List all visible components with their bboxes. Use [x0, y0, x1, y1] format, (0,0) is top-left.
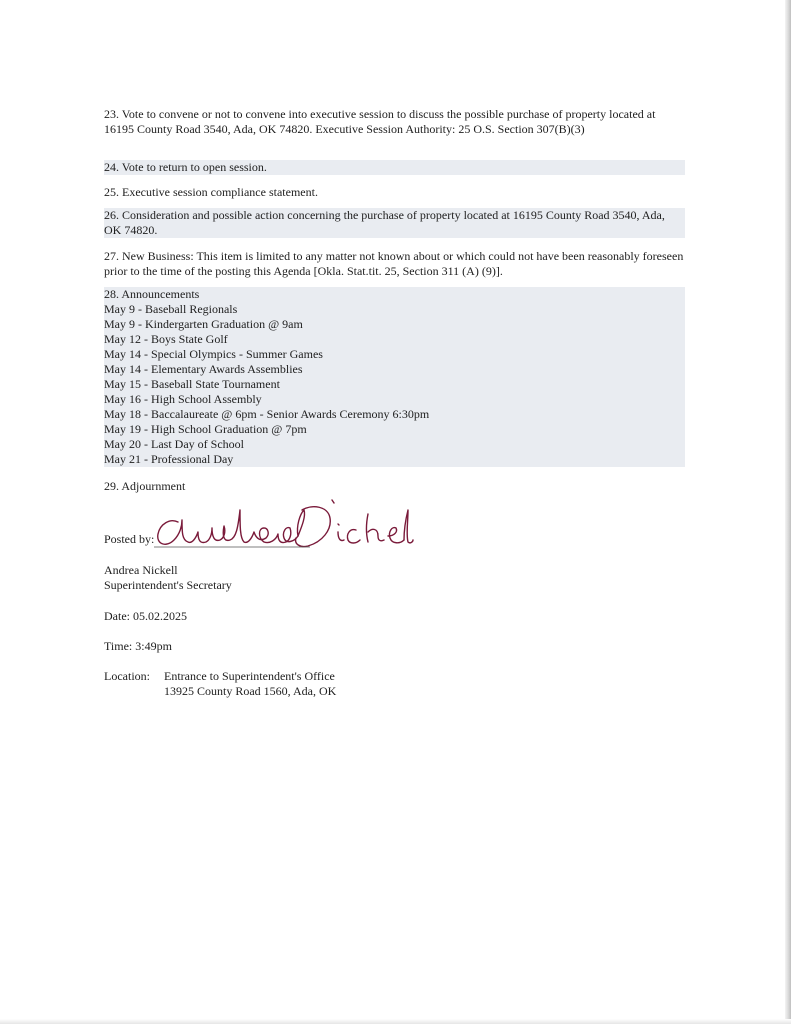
posting-date: Date: 05.02.2025 — [104, 609, 187, 623]
agenda-item-28-announcements — [104, 287, 685, 467]
announcement-item: May 16 - High School Assembly — [104, 392, 262, 406]
announcement-item: May 12 - Boys State Golf — [104, 332, 228, 346]
announcements-heading: 28. Announcements — [104, 287, 200, 301]
posting-time: Time: 3:49pm — [104, 639, 172, 653]
location-line-2: 13925 County Road 1560, Ada, OK — [164, 684, 337, 698]
announcement-item: May 20 - Last Day of School — [104, 437, 244, 451]
signer-name: Andrea Nickell — [104, 563, 178, 577]
posted-by-label: Posted by: — [104, 532, 155, 546]
agenda-item-29: 29. Adjournment — [104, 479, 186, 493]
announcement-item: May 15 - Baseball State Tournament — [104, 377, 280, 391]
announcement-item: May 21 - Professional Day — [104, 452, 234, 466]
announcement-item: May 9 - Baseball Regionals — [104, 302, 238, 316]
scan-bottom-shadow — [0, 1019, 791, 1024]
location-label: Location: — [104, 669, 150, 683]
scan-edge-shadow — [785, 0, 791, 1024]
location-line-1: Entrance to Superintendent's Office — [164, 669, 335, 683]
announcement-item: May 19 - High School Graduation @ 7pm — [104, 422, 307, 436]
handwritten-signature — [152, 496, 414, 554]
agenda-item-25: 25. Executive session compliance statement. — [104, 185, 318, 199]
announcement-item: May 14 - Elementary Awards Assemblies — [104, 362, 303, 376]
signer-title: Superintendent's Secretary — [104, 578, 232, 592]
agenda-item-23: 23. Vote to convene or not to convene into executive session to discuss the possible purchase of property located at 16195 County Road 3540, Ada, OK 74820. Executive Session Authority: 25 O.S. Section 307(B)(3) — [104, 107, 656, 136]
announcement-item: May 14 - Special Olympics - Summer Games — [104, 347, 323, 361]
announcement-item: May 9 - Kindergarten Graduation @ 9am — [104, 317, 303, 331]
agenda-item-26: 26. Consideration and possible action concerning the purchase of property located at 16195 County Road 3540, Ada, OK 74820. — [104, 208, 685, 238]
announcement-item: May 18 - Baccalaureate @ 6pm - Senior Awards Ceremony 6:30pm — [104, 407, 430, 421]
agenda-item-27: 27. New Business: This item is limited to any matter not known about or which could not have been reasonably foreseen prior to the time of the posting this Agenda [Okla. Stat.tit. 25, Section 311 (A) (9)]. — [104, 249, 684, 278]
agenda-item-24: 24. Vote to return to open session. — [104, 160, 685, 175]
